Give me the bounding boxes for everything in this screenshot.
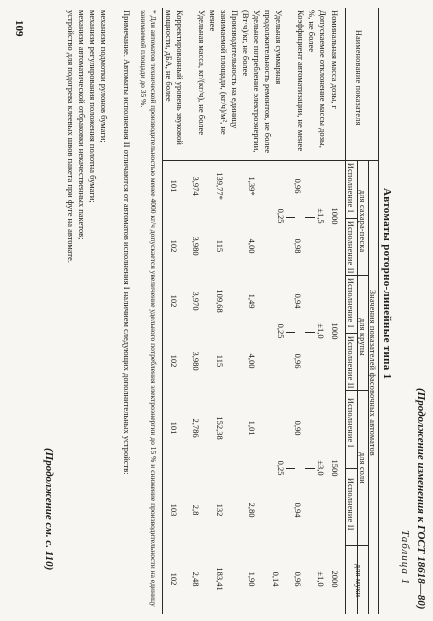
- cell: 0,94: [293, 502, 303, 518]
- page-number: 109: [13, 20, 25, 37]
- exec-label-1: Исполнение I: [346, 163, 355, 213]
- subgroup-flour: для муки: [354, 564, 363, 598]
- cell: 1,90: [247, 571, 257, 587]
- cell: 0,96: [293, 571, 303, 587]
- shared-value-bracket: [286, 217, 295, 218]
- cell: 109,68: [215, 289, 225, 313]
- exec-label-2: Исполнение II: [346, 221, 355, 274]
- param-sound-power: Корректированный уровень звуковой мощности, дБА, не более: [164, 10, 185, 145]
- cell: 1000: [330, 207, 340, 225]
- table-footnote: * Для автоматов технической производительностью менее 4000 кг/ч допускается увеличение удельного потребления электроэнергии до 15 % и снижение производительности на единицу занимаемой площади до 35 %.: [139, 10, 158, 607]
- cell: 1,39*: [247, 176, 257, 196]
- cell: 0,25: [276, 208, 286, 224]
- cell: 115: [215, 239, 225, 253]
- cell: 2,48: [191, 571, 201, 587]
- param-nominal-mass: Номинальная масса дозы, г: [330, 10, 340, 110]
- param-energy: Удельное потребление электроэнергии, (Вт·ч)/кг, не более: [241, 10, 262, 153]
- subgroup-divider-2: [346, 390, 369, 391]
- cell: 2,8: [191, 504, 201, 516]
- group-header: Значения показателей фасовочных автоматов: [368, 290, 377, 456]
- cell: 3,980: [191, 236, 201, 256]
- subgroup-sugar: для сахара-песка: [358, 190, 367, 253]
- cell: ±1,0: [316, 323, 326, 339]
- subgroup-divider-3: [346, 545, 369, 546]
- cell: 0,98: [293, 238, 303, 254]
- cell: 115: [215, 354, 225, 368]
- cell: 0,94: [293, 293, 303, 309]
- note-item: механизм регулирования положения полотна бумаги;: [88, 10, 98, 203]
- note-item: механизм автоматической отбраковки некачественных пакетов;: [77, 10, 87, 240]
- param-mass-deviation: Допускаемое отклонение массы дозы, %, не более: [307, 10, 328, 148]
- subgroup-divider-1: [346, 275, 369, 276]
- cell: 139,77*: [215, 172, 225, 200]
- subgroup-groats: для крупы: [358, 318, 367, 356]
- cell: 2,786: [191, 418, 201, 438]
- cell: 101: [169, 421, 179, 435]
- cell: 0,96: [293, 353, 303, 369]
- cell: 3,974: [191, 176, 201, 196]
- note-lead: Примечание. Автоматы исполнения II отличаются от автоматов исполнения I наличием следующих дополнительных устройств:: [122, 10, 132, 475]
- param-specific-mass: Удельная масса, кг/(кг/ч), не более: [197, 10, 207, 136]
- cell: 132: [215, 503, 225, 517]
- exec-label-3: Исполнение I: [346, 278, 355, 328]
- shared-value-bracket: [305, 468, 315, 469]
- cell: 102: [169, 572, 179, 586]
- cell: ±3,0: [316, 460, 326, 476]
- cell: 102: [169, 239, 179, 253]
- cell: 103: [169, 503, 179, 517]
- param-column-divider: [163, 160, 379, 161]
- cell: ±1,5: [316, 208, 326, 224]
- exec-label-5: Исполнение I: [346, 398, 355, 448]
- cell: ±1,0: [316, 571, 326, 587]
- cell: 2000: [330, 570, 340, 588]
- cell: 152,38: [215, 416, 225, 440]
- param-repair-duration: Удельная суммарная продолжительность ремонтов, не более: [263, 10, 284, 154]
- cell: 3,980: [191, 351, 201, 371]
- cell: 4,00: [247, 353, 257, 369]
- cell: 0,90: [293, 420, 303, 436]
- param-column-header: Наименование показателя: [354, 30, 363, 126]
- note-item: устройство для подогрева клеевых швов пакета при фуге на автомате.: [66, 10, 76, 263]
- cell: 0,96: [293, 178, 303, 194]
- cell: 1,49: [247, 293, 257, 309]
- exec-label-4: Исполнение II: [346, 336, 355, 389]
- param-automation-coef: Коэффициент автоматизации, не менее: [296, 10, 306, 152]
- table-top-rule: [378, 8, 379, 614]
- subgroup-salt: для соли: [358, 452, 367, 484]
- table-title: Автоматы роторно-линейные типа 1: [381, 188, 393, 380]
- cell: 3,970: [191, 291, 201, 311]
- shared-value-bracket: [305, 332, 315, 333]
- cell: 1,01: [247, 420, 257, 436]
- table-label: Таблица 1: [399, 530, 411, 586]
- note-item: механизм подмотки рулонов бумаги;: [99, 10, 109, 143]
- shared-value-bracket: [305, 217, 315, 218]
- footer-continuation: (Продолжение см. с. 110): [43, 448, 55, 571]
- exec-divider-1: [346, 218, 358, 219]
- cell: 0,25: [276, 323, 286, 339]
- cell: 1500: [330, 459, 340, 477]
- cell: 0,25: [276, 460, 286, 476]
- exec-label-6: Исполнение II: [346, 478, 355, 531]
- cell: 102: [169, 294, 179, 308]
- cell: 102: [169, 354, 179, 368]
- cell: 2,80: [247, 502, 257, 518]
- continuation-header: (Продолжение изменения к ГОСТ 18618—80): [415, 388, 427, 610]
- shared-value-bracket: [286, 468, 295, 469]
- exec-divider-3: [346, 468, 358, 469]
- exec-divider-2: [346, 333, 358, 334]
- param-productivity: Производительность на единицу занимаемой площади, (кг/ч)/м², не менее: [208, 10, 240, 135]
- cell: 1000: [330, 322, 340, 340]
- shared-value-bracket: [286, 332, 295, 333]
- cell: 101: [169, 179, 179, 193]
- cell: 0,14: [271, 571, 281, 587]
- cell: 183,41: [215, 567, 225, 591]
- cell: 4,00: [247, 238, 257, 254]
